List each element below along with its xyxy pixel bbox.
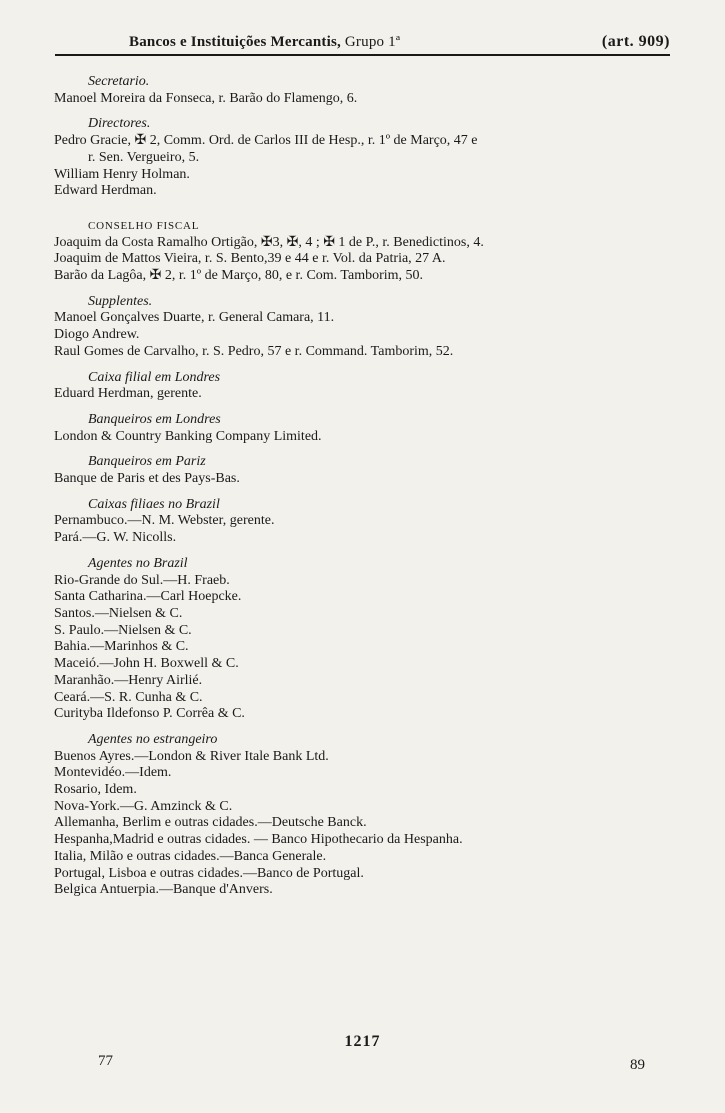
entry-line: Maceió.—John H. Boxwell & C.: [54, 656, 239, 672]
entry-line: Nova-York.—G. Amzinck & C.: [54, 798, 233, 814]
header-title: [129, 34, 400, 51]
entry-line: Joaquim da Costa Ramalho Ortigão, ✠3, ✠, 4 ; ✠ 1 de P., r. Benedictinos, 4.: [54, 234, 484, 250]
entry-line: Raul Gomes de Carvalho, r. S. Pedro, 57 e r. Command. Tamborim, 52.: [54, 343, 454, 359]
entry-line: William Henry Holman.: [54, 166, 190, 182]
page-number-right: 89: [630, 1057, 645, 1073]
content-body: [54, 74, 674, 899]
entry-line: Diogo Andrew.: [54, 327, 140, 343]
entry-line: S. Paulo.—Nielsen & C.: [54, 622, 192, 638]
header-group: Grupo 1ª: [340, 34, 401, 50]
entry-line: Allemanha, Berlim e outras cidades.—Deutsche Banck.: [54, 815, 367, 831]
entry-line: Eduard Herdman, gerente.: [54, 386, 202, 402]
entry-line: Pedro Gracie, ✠ 2, Comm. Ord. de Carlos III de Hesp., r. 1º de Março, 47 e: [54, 133, 478, 149]
entry-line: Pernambuco.—N. M. Webster, gerente.: [54, 513, 275, 529]
section-heading: Banqueiros em Londres: [88, 411, 221, 427]
running-header: [55, 30, 670, 56]
section-heading: Agentes no Brazil: [88, 555, 188, 571]
header-title-bold: Bancos e Instituições Mercantis,: [129, 34, 341, 50]
section-heading: Directores.: [88, 116, 151, 132]
entry-line: Santa Catharina.—Carl Hoepcke.: [54, 589, 242, 605]
entry-line: London & Country Banking Company Limited.: [54, 428, 322, 444]
entry-line: Manoel Moreira da Fonseca, r. Barão do Flamengo, 6.: [54, 90, 358, 106]
entry-line: Rio-Grande do Sul.—H. Fraeb.: [54, 572, 230, 588]
section-heading: Caixa filial em Londres: [88, 369, 221, 385]
entry-line: Belgica Antuerpia.—Banque d'Anvers.: [54, 882, 273, 898]
entry-line: Manoel Gonçalves Duarte, r. General Camara, 11.: [54, 310, 335, 326]
entry-line: Portugal, Lisboa e outras cidades.—Banco de Portugal.: [54, 865, 364, 881]
entry-line: Edward Herdman.: [54, 183, 157, 199]
entry-line: Ceará.—S. R. Cunha & C.: [54, 689, 203, 705]
page-number-center: 1217: [344, 1033, 381, 1050]
section-heading: Secretario.: [88, 74, 150, 89]
section-heading: CONSELHO FISCAL: [88, 219, 200, 232]
entry-line: Santos.—Nielsen & C.: [54, 605, 183, 621]
entry-line: Buenos Ayres.—London & River Itale Bank Ltd.: [54, 748, 329, 764]
article-number: (art. 909): [601, 33, 670, 50]
entry-line: r. Sen. Vergueiro, 5.: [88, 149, 200, 165]
entry-line: Joaquim de Mattos Vieira, r. S. Bento,39 e 44 e r. Vol. da Patria, 27 A.: [54, 251, 446, 267]
section-heading: Caixas filiaes no Brazil: [88, 496, 220, 512]
entry-line: Pará.—G. W. Nicolls.: [54, 530, 177, 546]
entry-line: Maranhão.—Henry Airlié.: [54, 672, 203, 688]
section-heading: Banqueiros em Pariz: [88, 454, 206, 470]
entry-line: Curityba Ildefonso P. Corrêa & C.: [54, 706, 245, 722]
entry-line: Hespanha,Madrid e outras cidades. — Banco Hipothecario da Hespanha.: [54, 832, 463, 848]
entry-line: Banque de Paris et des Pays-Bas.: [54, 471, 240, 487]
entry-line: Barão da Lagôa, ✠ 2, r. 1º de Março, 80, e r. Com. Tamborim, 50.: [54, 268, 424, 284]
section-heading: Agentes no estrangeiro: [88, 731, 218, 747]
entry-line: Montevidéo.—Idem.: [54, 765, 172, 781]
section-heading: Supplentes.: [88, 293, 153, 309]
page-number-left: 77: [98, 1053, 113, 1069]
entry-line: Bahia.—Marinhos & C.: [54, 639, 189, 655]
entry-line: Rosario, Idem.: [54, 782, 137, 798]
entry-line: Italia, Milão e outras cidades.—Banca Generale.: [54, 848, 327, 864]
